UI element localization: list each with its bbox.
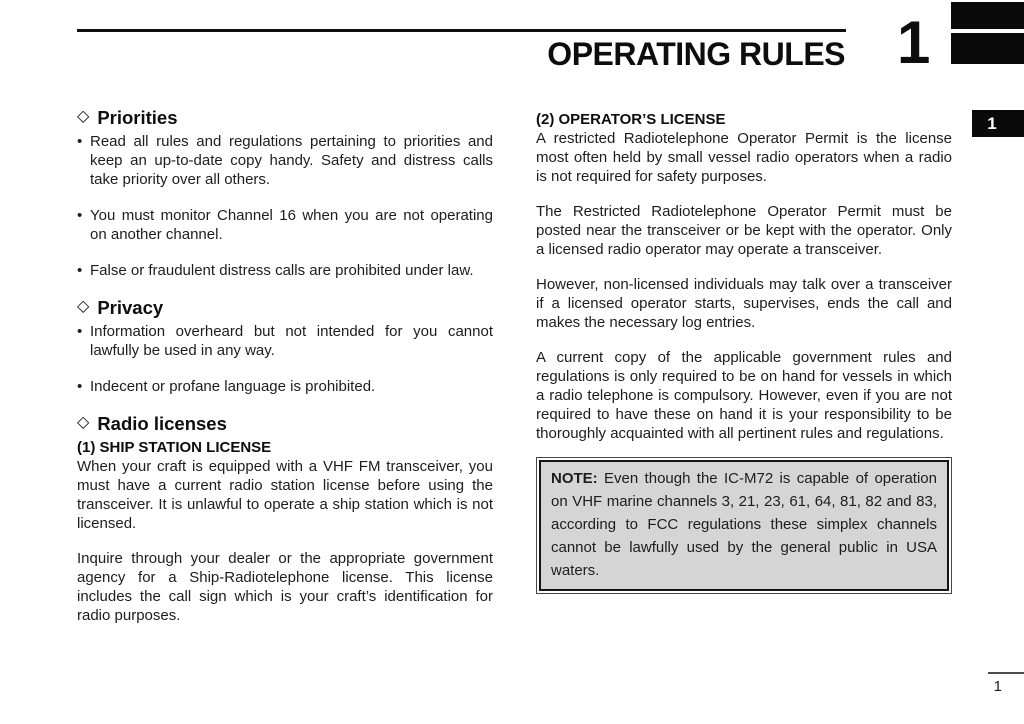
corner-block-icon bbox=[951, 2, 1024, 29]
list-item-text: You must monitor Channel 16 when you are not operating on another channel. bbox=[90, 207, 493, 243]
chapter-number: 1 bbox=[897, 9, 931, 76]
section-heading-label: Priorities bbox=[97, 107, 178, 128]
footer-rule bbox=[988, 672, 1024, 674]
list-item-text: Indecent or profane language is prohibited. bbox=[90, 378, 376, 395]
bullet-icon: • bbox=[77, 323, 83, 340]
list-item-text: Information overheard but not intended for you cannot lawfully be used in any way. bbox=[90, 323, 493, 359]
diamond-icon: ◇ bbox=[77, 108, 90, 125]
list-item bbox=[77, 377, 493, 396]
list-item bbox=[77, 261, 493, 280]
bullet-icon: • bbox=[77, 133, 83, 150]
section-heading-label: Privacy bbox=[97, 297, 164, 318]
page-number: 1 bbox=[993, 678, 1002, 695]
note-box bbox=[536, 457, 952, 594]
body-paragraph: A current copy of the applicable government rules and regulations is only required to be on hand for vessels in which a radio telephone is compulsory. However, even if you are not required to have these on hand it is your responsibility to be thoroughly acquainted with all pertinent rules and regulations. bbox=[536, 349, 952, 442]
body-paragraph: Inquire through your dealer or the appropriate government agency for a Ship-Radiotelephone license. This license includes the call sign which is your craft’s identification for radio purposes. bbox=[77, 550, 493, 624]
list-item bbox=[77, 322, 493, 360]
note-text: Even though the IC-M72 is capable of operation on VHF marine channels 3, 21, 23, 61, 64, 81, 82 and 83, according to FCC regulations these simplex channels cannot be lawfully used by the general public in USA waters. bbox=[551, 470, 937, 579]
note-box-content bbox=[539, 460, 949, 591]
list-item-text: False or fraudulent distress calls are prohibited under law. bbox=[90, 262, 474, 279]
chapter-side-tab-label: 1 bbox=[987, 113, 997, 133]
body-paragraph: However, non-licensed individuals may talk over a transceiver if a licensed operator starts, supervises, ends the call and makes the necessary log entries. bbox=[536, 276, 952, 331]
list-item bbox=[77, 132, 493, 189]
diamond-icon: ◇ bbox=[77, 414, 90, 431]
sub-heading-ship-station-license: (1) SHIP STATION LICENSE bbox=[77, 439, 272, 456]
corner-block-icon bbox=[951, 33, 1024, 64]
header-rule bbox=[77, 29, 846, 32]
diamond-icon: ◇ bbox=[77, 298, 90, 315]
page-title: OPERATING RULES bbox=[547, 36, 845, 72]
left-column bbox=[77, 103, 493, 641]
note-label: NOTE: bbox=[551, 470, 598, 487]
bullet-icon: • bbox=[77, 262, 83, 279]
body-paragraph: The Restricted Radiotelephone Operator Permit must be posted near the transceiver or be kept with the operator. Only a licensed radio operator may operate a transceiver. bbox=[536, 203, 952, 258]
sub-heading-operators-license: (2) OPERATOR’S LICENSE bbox=[536, 111, 726, 128]
bullet-icon: • bbox=[77, 378, 83, 395]
chapter-side-tab bbox=[972, 110, 1024, 137]
body-paragraph: When your craft is equipped with a VHF FM transceiver, you must have a current radio station license before using the transceiver. It is unlawful to operate a ship station which is not licensed. bbox=[77, 458, 493, 532]
section-heading-radio-licenses bbox=[77, 413, 493, 435]
list-item bbox=[77, 206, 493, 244]
section-heading-privacy bbox=[77, 297, 493, 319]
section-heading-label: Radio licenses bbox=[97, 413, 227, 434]
bullet-icon: • bbox=[77, 207, 83, 224]
right-column bbox=[536, 103, 952, 594]
section-heading-priorities bbox=[77, 107, 493, 129]
body-paragraph: A restricted Radiotelephone Operator Permit is the license most often held by small vessel radio operators when a radio is not required for safety purposes. bbox=[536, 130, 952, 185]
list-item-text: Read all rules and regulations pertaining to priorities and keep an up-to-date copy handy. Safety and distress calls take priority over all others. bbox=[90, 133, 493, 188]
